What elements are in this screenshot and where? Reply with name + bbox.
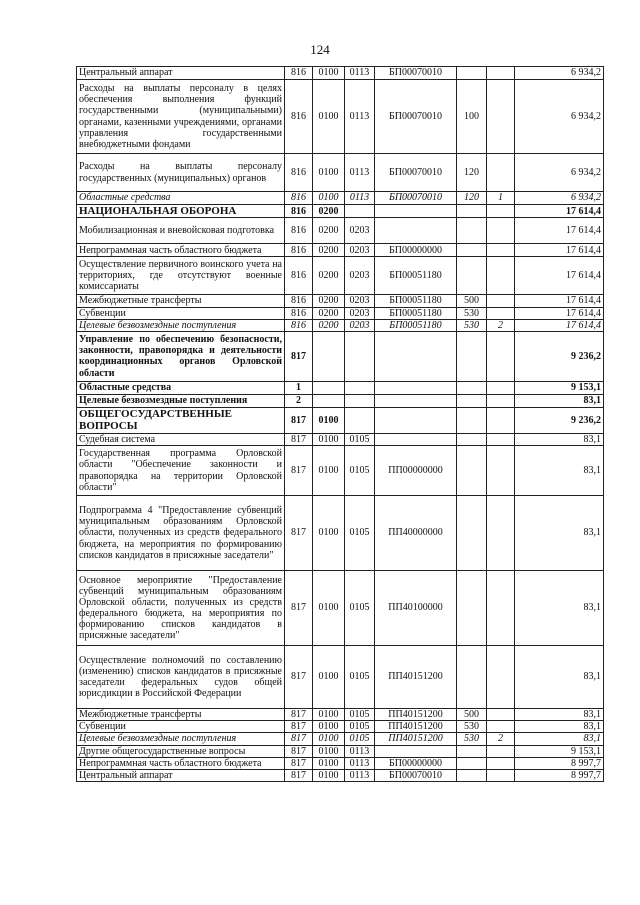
funding-source-code-cell <box>487 571 515 646</box>
table-row <box>77 745 604 757</box>
ved-code-cell: 816 <box>285 295 313 307</box>
ved-code-cell: 817 <box>285 433 313 445</box>
target-article-code-cell: БП00070010 <box>375 80 457 154</box>
subsection-code-cell: 0113 <box>345 770 375 782</box>
target-article-code-cell: БП00070010 <box>375 192 457 205</box>
expense-type-code-cell <box>457 67 487 80</box>
ved-code-cell: 817 <box>285 733 313 745</box>
expense-type-code-cell: 530 <box>457 721 487 733</box>
subsection-code-cell <box>345 407 375 433</box>
ved-code-cell: 817 <box>285 446 313 496</box>
funding-source-code-cell <box>487 745 515 757</box>
row-name-cell: Мобилизационная и вневойсковая подготовка <box>77 218 285 244</box>
expense-type-code-cell: 500 <box>457 709 487 721</box>
row-name-cell: Целевые безвозмездные поступления <box>77 319 285 331</box>
section-code-cell: 0200 <box>313 307 345 319</box>
ved-code-cell: 817 <box>285 757 313 769</box>
funding-source-code-cell <box>487 757 515 769</box>
amount-cell: 83,1 <box>515 433 604 445</box>
amount-cell: 9 236,2 <box>515 331 604 381</box>
amount-cell: 83,1 <box>515 394 604 407</box>
funding-source-code-cell: 2 <box>487 733 515 745</box>
expense-type-code-cell <box>457 757 487 769</box>
row-name-cell: Субвенции <box>77 721 285 733</box>
section-code-cell: 0100 <box>313 154 345 192</box>
row-name-cell: Осуществление полномочий по составлению (изменению) списков кандидатов в присяжные заседатели федеральных судов общей юрисдикции в Российской Федерации <box>77 646 285 709</box>
expense-type-code-cell <box>457 571 487 646</box>
table-row <box>77 307 604 319</box>
row-name-cell: ОБЩЕГОСУДАРСТВЕННЫЕ ВОПРОСЫ <box>77 407 285 433</box>
ved-code-cell: 817 <box>285 571 313 646</box>
section-code-cell: 0100 <box>313 496 345 571</box>
section-code-cell: 0100 <box>313 733 345 745</box>
amount-cell: 6 934,2 <box>515 192 604 205</box>
target-article-code-cell: БП00070010 <box>375 67 457 80</box>
subsection-code-cell: 0113 <box>345 745 375 757</box>
amount-cell: 83,1 <box>515 496 604 571</box>
expense-type-code-cell: 120 <box>457 154 487 192</box>
section-code-cell: 0100 <box>313 709 345 721</box>
ved-code-cell: 816 <box>285 257 313 295</box>
funding-source-code-cell <box>487 257 515 295</box>
amount-cell: 17 614,4 <box>515 319 604 331</box>
amount-cell: 9 153,1 <box>515 745 604 757</box>
table-row <box>77 154 604 192</box>
ved-code-cell: 816 <box>285 154 313 192</box>
funding-source-code-cell: 1 <box>487 192 515 205</box>
target-article-code-cell: БП00000000 <box>375 757 457 769</box>
expense-type-code-cell <box>457 394 487 407</box>
subsection-code-cell: 0105 <box>345 733 375 745</box>
subsection-code-cell <box>345 331 375 381</box>
ved-code-cell: 816 <box>285 67 313 80</box>
target-article-code-cell: БП00070010 <box>375 770 457 782</box>
section-code-cell: 0100 <box>313 67 345 80</box>
ved-code-cell: 1 <box>285 381 313 394</box>
target-article-code-cell: ПП40000000 <box>375 496 457 571</box>
target-article-code-cell <box>375 394 457 407</box>
amount-cell: 17 614,4 <box>515 257 604 295</box>
target-article-code-cell: БП00051180 <box>375 307 457 319</box>
subsection-code-cell: 0203 <box>345 295 375 307</box>
target-article-code-cell: БП00051180 <box>375 295 457 307</box>
row-name-cell: Центральный аппарат <box>77 67 285 80</box>
section-code-cell <box>313 381 345 394</box>
row-name-cell: Целевые безвозмездные поступления <box>77 733 285 745</box>
amount-cell: 17 614,4 <box>515 307 604 319</box>
table-row <box>77 295 604 307</box>
target-article-code-cell: ПП00000000 <box>375 446 457 496</box>
section-code-cell: 0100 <box>313 446 345 496</box>
subsection-code-cell: 0105 <box>345 646 375 709</box>
section-code-cell: 0200 <box>313 257 345 295</box>
funding-source-code-cell <box>487 407 515 433</box>
funding-source-code-cell <box>487 381 515 394</box>
expense-type-code-cell: 100 <box>457 80 487 154</box>
expense-type-code-cell <box>457 381 487 394</box>
row-name-cell: Расходы на выплаты персоналу государственных (муниципальных) органов <box>77 154 285 192</box>
ved-code-cell: 816 <box>285 218 313 244</box>
amount-cell: 17 614,4 <box>515 218 604 244</box>
row-name-cell: Центральный аппарат <box>77 770 285 782</box>
amount-cell: 83,1 <box>515 571 604 646</box>
subsection-code-cell: 0105 <box>345 446 375 496</box>
row-name-cell: Судебная система <box>77 433 285 445</box>
subsection-code-cell: 0203 <box>345 257 375 295</box>
row-name-cell: Целевые безвозмездные поступления <box>77 394 285 407</box>
subsection-code-cell: 0105 <box>345 571 375 646</box>
funding-source-code-cell <box>487 295 515 307</box>
amount-cell: 6 934,2 <box>515 67 604 80</box>
row-name-cell: Государственная программа Орловской области "Обеспечение законности и правопорядка на территории Орловской области" <box>77 446 285 496</box>
ved-code-cell: 817 <box>285 331 313 381</box>
section-code-cell: 0200 <box>313 218 345 244</box>
expense-type-code-cell <box>457 257 487 295</box>
ved-code-cell: 816 <box>285 319 313 331</box>
subsection-code-cell: 0203 <box>345 307 375 319</box>
subsection-code-cell: 0203 <box>345 218 375 244</box>
table-row <box>77 721 604 733</box>
table-row <box>77 571 604 646</box>
row-name-cell: НАЦИОНАЛЬНАЯ ОБОРОНА <box>77 205 285 218</box>
section-code-cell: 0100 <box>313 646 345 709</box>
row-name-cell: Расходы на выплаты персоналу в целях обеспечения выполнения функций государственными (муниципальными) органами, казенными учреждениями, органами управления государственными внебюджетными фондами <box>77 80 285 154</box>
ved-code-cell: 816 <box>285 192 313 205</box>
ved-code-cell: 817 <box>285 770 313 782</box>
expense-type-code-cell: 120 <box>457 192 487 205</box>
subsection-code-cell: 0113 <box>345 192 375 205</box>
ved-code-cell: 816 <box>285 205 313 218</box>
section-code-cell: 0100 <box>313 407 345 433</box>
amount-cell: 9 236,2 <box>515 407 604 433</box>
funding-source-code-cell <box>487 394 515 407</box>
target-article-code-cell: ПП40151200 <box>375 646 457 709</box>
amount-cell: 17 614,4 <box>515 244 604 257</box>
expense-type-code-cell <box>457 745 487 757</box>
funding-source-code-cell <box>487 770 515 782</box>
target-article-code-cell: БП00070010 <box>375 154 457 192</box>
table-row <box>77 733 604 745</box>
expense-type-code-cell: 530 <box>457 733 487 745</box>
expense-type-code-cell <box>457 496 487 571</box>
table-row <box>77 319 604 331</box>
funding-source-code-cell <box>487 80 515 154</box>
subsection-code-cell <box>345 394 375 407</box>
section-code-cell: 0100 <box>313 192 345 205</box>
target-article-code-cell: ПП40151200 <box>375 709 457 721</box>
funding-source-code-cell <box>487 244 515 257</box>
amount-cell: 8 997,7 <box>515 770 604 782</box>
ved-code-cell: 816 <box>285 80 313 154</box>
section-code-cell: 0100 <box>313 571 345 646</box>
section-code-cell <box>313 331 345 381</box>
section-code-cell: 0100 <box>313 745 345 757</box>
subsection-code-cell: 0105 <box>345 496 375 571</box>
table-row <box>77 331 604 381</box>
target-article-code-cell <box>375 381 457 394</box>
section-code-cell: 0100 <box>313 757 345 769</box>
funding-source-code-cell <box>487 307 515 319</box>
subsection-code-cell <box>345 205 375 218</box>
target-article-code-cell: БП00000000 <box>375 244 457 257</box>
row-name-cell: Подпрограмма 4 "Предоставление субвенций муниципальным образованиям Орловской области, полученных из средств федерального бюджета, на мероприятия по формированию списков кандидатов в присяжные заседатели" <box>77 496 285 571</box>
table-row <box>77 496 604 571</box>
subsection-code-cell: 0105 <box>345 721 375 733</box>
row-name-cell: Межбюджетные трансферты <box>77 295 285 307</box>
ved-code-cell: 817 <box>285 721 313 733</box>
amount-cell: 8 997,7 <box>515 757 604 769</box>
table-row <box>77 218 604 244</box>
row-name-cell: Основное мероприятие "Предоставление субвенций муниципальным образованиям Орловской области, полученных из средств федерального бюджета, на мероприятия по формированию списков кандидатов в присяжные заседатели" <box>77 571 285 646</box>
table-row <box>77 757 604 769</box>
subsection-code-cell: 0113 <box>345 80 375 154</box>
subsection-code-cell: 0203 <box>345 244 375 257</box>
ved-code-cell: 817 <box>285 407 313 433</box>
funding-source-code-cell <box>487 709 515 721</box>
section-code-cell: 0100 <box>313 80 345 154</box>
expense-type-code-cell <box>457 433 487 445</box>
ved-code-cell: 2 <box>285 394 313 407</box>
table-row <box>77 433 604 445</box>
section-code-cell: 0100 <box>313 721 345 733</box>
target-article-code-cell <box>375 745 457 757</box>
expense-type-code-cell <box>457 244 487 257</box>
funding-source-code-cell <box>487 646 515 709</box>
amount-cell: 9 153,1 <box>515 381 604 394</box>
table-row <box>77 709 604 721</box>
table-row <box>77 381 604 394</box>
target-article-code-cell <box>375 433 457 445</box>
table-row <box>77 205 604 218</box>
row-name-cell: Непрограммная часть областного бюджета <box>77 757 285 769</box>
expense-type-code-cell <box>457 218 487 244</box>
section-code-cell: 0200 <box>313 244 345 257</box>
expense-type-code-cell: 500 <box>457 295 487 307</box>
amount-cell: 17 614,4 <box>515 295 604 307</box>
funding-source-code-cell <box>487 433 515 445</box>
funding-source-code-cell: 2 <box>487 319 515 331</box>
table-row <box>77 407 604 433</box>
subsection-code-cell: 0113 <box>345 757 375 769</box>
funding-source-code-cell <box>487 154 515 192</box>
target-article-code-cell: ПП40151200 <box>375 733 457 745</box>
expense-type-code-cell <box>457 770 487 782</box>
target-article-code-cell <box>375 331 457 381</box>
funding-source-code-cell <box>487 446 515 496</box>
section-code-cell: 0200 <box>313 295 345 307</box>
funding-source-code-cell <box>487 721 515 733</box>
table-row <box>77 80 604 154</box>
subsection-code-cell: 0113 <box>345 67 375 80</box>
target-article-code-cell: БП00051180 <box>375 319 457 331</box>
expense-type-code-cell <box>457 205 487 218</box>
row-name-cell: Непрограммная часть областного бюджета <box>77 244 285 257</box>
target-article-code-cell: ПП40151200 <box>375 721 457 733</box>
target-article-code-cell <box>375 205 457 218</box>
table-row <box>77 394 604 407</box>
subsection-code-cell: 0105 <box>345 433 375 445</box>
amount-cell: 83,1 <box>515 646 604 709</box>
subsection-code-cell: 0113 <box>345 154 375 192</box>
table-row <box>77 446 604 496</box>
expense-type-code-cell <box>457 646 487 709</box>
amount-cell: 83,1 <box>515 709 604 721</box>
budget-table <box>76 66 604 782</box>
subsection-code-cell: 0105 <box>345 709 375 721</box>
ved-code-cell: 816 <box>285 244 313 257</box>
target-article-code-cell: ПП40100000 <box>375 571 457 646</box>
amount-cell: 83,1 <box>515 446 604 496</box>
ved-code-cell: 817 <box>285 646 313 709</box>
table-row <box>77 244 604 257</box>
funding-source-code-cell <box>487 205 515 218</box>
target-article-code-cell <box>375 218 457 244</box>
budget-table-body <box>77 67 604 782</box>
table-row <box>77 192 604 205</box>
expense-type-code-cell <box>457 446 487 496</box>
table-row <box>77 646 604 709</box>
expense-type-code-cell: 530 <box>457 319 487 331</box>
section-code-cell: 0100 <box>313 770 345 782</box>
ved-code-cell: 816 <box>285 307 313 319</box>
subsection-code-cell: 0203 <box>345 319 375 331</box>
table-row <box>77 770 604 782</box>
amount-cell: 6 934,2 <box>515 154 604 192</box>
row-name-cell: Субвенции <box>77 307 285 319</box>
section-code-cell: 0100 <box>313 433 345 445</box>
table-row <box>77 67 604 80</box>
expense-type-code-cell: 530 <box>457 307 487 319</box>
row-name-cell: Областные средства <box>77 381 285 394</box>
ved-code-cell: 817 <box>285 496 313 571</box>
funding-source-code-cell <box>487 218 515 244</box>
expense-type-code-cell <box>457 407 487 433</box>
expense-type-code-cell <box>457 331 487 381</box>
amount-cell: 83,1 <box>515 733 604 745</box>
funding-source-code-cell <box>487 67 515 80</box>
row-name-cell: Другие общегосударственные вопросы <box>77 745 285 757</box>
subsection-code-cell <box>345 381 375 394</box>
funding-source-code-cell <box>487 331 515 381</box>
table-row <box>77 257 604 295</box>
section-code-cell <box>313 394 345 407</box>
section-code-cell: 0200 <box>313 205 345 218</box>
section-code-cell: 0200 <box>313 319 345 331</box>
target-article-code-cell <box>375 407 457 433</box>
amount-cell: 17 614,4 <box>515 205 604 218</box>
ved-code-cell: 817 <box>285 709 313 721</box>
target-article-code-cell: БП00051180 <box>375 257 457 295</box>
amount-cell: 6 934,2 <box>515 80 604 154</box>
row-name-cell: Межбюджетные трансферты <box>77 709 285 721</box>
page-number: 124 <box>310 42 330 57</box>
amount-cell: 83,1 <box>515 721 604 733</box>
ved-code-cell: 817 <box>285 745 313 757</box>
row-name-cell: Осуществление первичного воинского учета на территориях, где отсутствуют военные комиссариаты <box>77 257 285 295</box>
row-name-cell: Областные средства <box>77 192 285 205</box>
row-name-cell: Управление по обеспечению безопасности, законности, правопорядка и деятельности координационных органов Орловской области <box>77 331 285 381</box>
funding-source-code-cell <box>487 496 515 571</box>
